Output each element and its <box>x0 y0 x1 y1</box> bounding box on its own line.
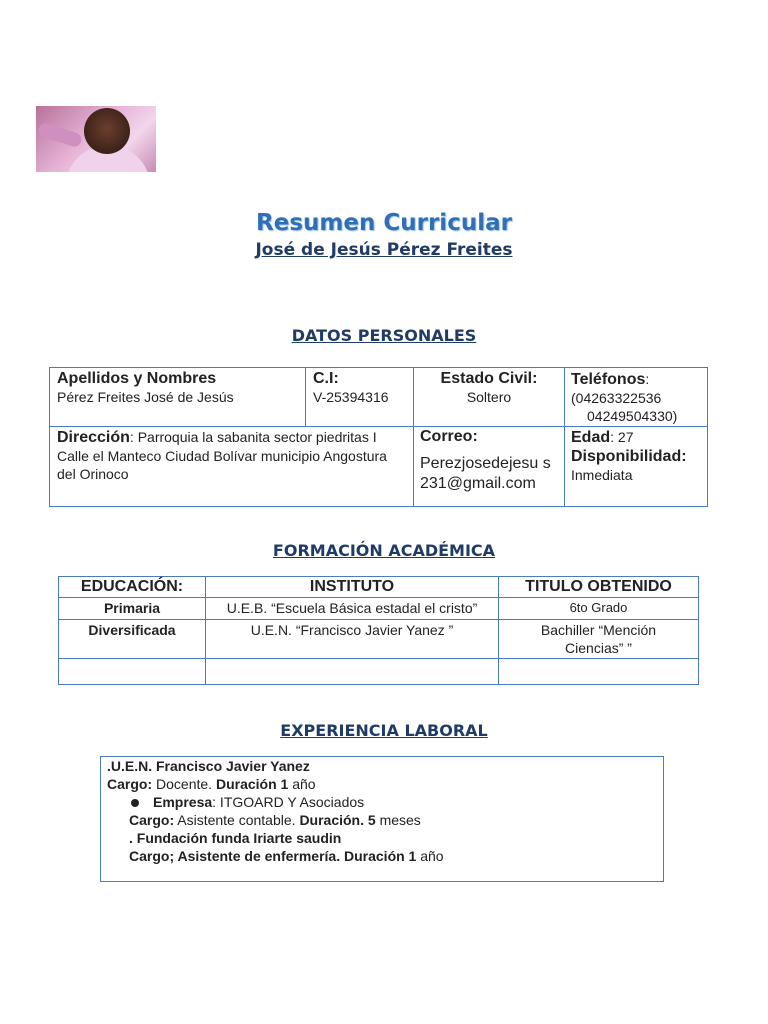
estado-civil-label: Estado Civil: <box>440 370 538 387</box>
cell-correo <box>414 427 565 506</box>
duracion-label: Duración. 5 <box>299 812 376 828</box>
edu-title <box>499 659 699 685</box>
photo-arm <box>37 122 83 149</box>
edad-label: Edad <box>571 429 611 446</box>
academic-table <box>58 576 699 685</box>
direccion-label: Dirección <box>57 429 130 446</box>
experience-line-3 <box>107 793 657 811</box>
correo-value: Perezjosedejesu s231@gmail.com <box>420 455 551 492</box>
correo-label: Correo: <box>420 428 478 445</box>
section-title-experience: EXPERIENCIA LABORAL <box>280 721 488 740</box>
header-instituto: INSTITUTO <box>206 577 499 598</box>
direccion-value: : Parroquia la sabanita sector piedritas I Calle el Manteco Ciudad Bolívar municipio Angostura del Orinoco <box>57 429 387 482</box>
cell-telefonos <box>565 368 707 427</box>
experience-line-5: . Fundación funda Iriarte saudin <box>129 830 342 846</box>
header-educacion: EDUCACIÓN: <box>59 577 206 598</box>
disponibilidad-value: Inmediata <box>571 467 633 483</box>
edu-level <box>59 659 206 685</box>
empresa-value: : ITGOARD Y Asociados <box>212 794 365 810</box>
edu-level: Diversificada <box>59 620 206 659</box>
apellidos-label: Apellidos y Nombres <box>57 370 217 387</box>
disponibilidad-label: Disponibilidad: <box>571 448 687 465</box>
cargo-label: Cargo: <box>129 812 175 828</box>
cell-apellidos <box>50 368 306 427</box>
table-row <box>59 620 699 659</box>
table-row <box>59 598 699 620</box>
telefonos-colon: : <box>645 371 650 387</box>
experience-line-1: .U.E.N. Francisco Javier Yanez <box>107 758 310 774</box>
cargo-label: Cargo: <box>107 776 153 792</box>
cargo-value: Asistente contable. <box>174 812 300 828</box>
edad-value: : 27 <box>610 429 634 445</box>
person-name: José de Jesús Pérez Freites <box>255 240 513 260</box>
personal-data-table <box>49 367 708 507</box>
ci-label: C.I: <box>313 370 339 387</box>
cargo-value: Docente. <box>152 776 216 792</box>
telefonos-label: Teléfonos <box>571 371 646 388</box>
estado-civil-value: Soltero <box>466 389 512 405</box>
document-title: Resumen Curricular <box>256 210 512 236</box>
section-title-academic: FORMACIÓN ACADÉMICA <box>272 541 496 560</box>
cell-ci <box>306 368 414 427</box>
ci-value: V-25394316 <box>313 389 389 405</box>
experience-line-6 <box>107 847 657 865</box>
cell-estado-civil <box>414 368 565 427</box>
table-row <box>59 659 699 685</box>
photo-head <box>84 108 130 154</box>
edu-institute: U.E.B. “Escuela Básica estadal el cristo” <box>206 598 499 620</box>
bullet-icon <box>131 799 139 807</box>
edu-level: Primaria <box>59 598 206 620</box>
edu-title: 6to Grado <box>499 598 699 620</box>
apellidos-value: Pérez Freites José de Jesús <box>57 389 234 405</box>
experience-box <box>100 756 664 882</box>
profile-photo <box>36 106 156 172</box>
telefono-2: 04249504330) <box>587 408 678 424</box>
cargo-label: Cargo; Asistente de enfermería. Duración 1 <box>129 848 417 864</box>
experience-line-4 <box>107 811 657 829</box>
academic-header-row <box>59 577 699 598</box>
duracion-unit: año <box>416 848 444 864</box>
cell-edad-disponibilidad <box>565 427 707 506</box>
header-titulo: TITULO OBTENIDO <box>499 577 699 598</box>
empresa-label: Empresa <box>153 794 213 810</box>
telefono-1: (04263322536 <box>571 390 662 406</box>
duracion-label: Duración 1 <box>215 776 289 792</box>
edu-title: Bachiller “Mención Ciencias” ” <box>499 620 699 659</box>
edu-institute: U.E.N. “Francisco Javier Yanez ” <box>206 620 499 659</box>
cell-direccion <box>50 427 414 506</box>
duracion-unit: meses <box>375 812 421 828</box>
edu-institute <box>206 659 499 685</box>
experience-line-2 <box>107 775 657 793</box>
duracion-unit: año <box>288 776 316 792</box>
section-title-personal: DATOS PERSONALES <box>291 326 477 345</box>
